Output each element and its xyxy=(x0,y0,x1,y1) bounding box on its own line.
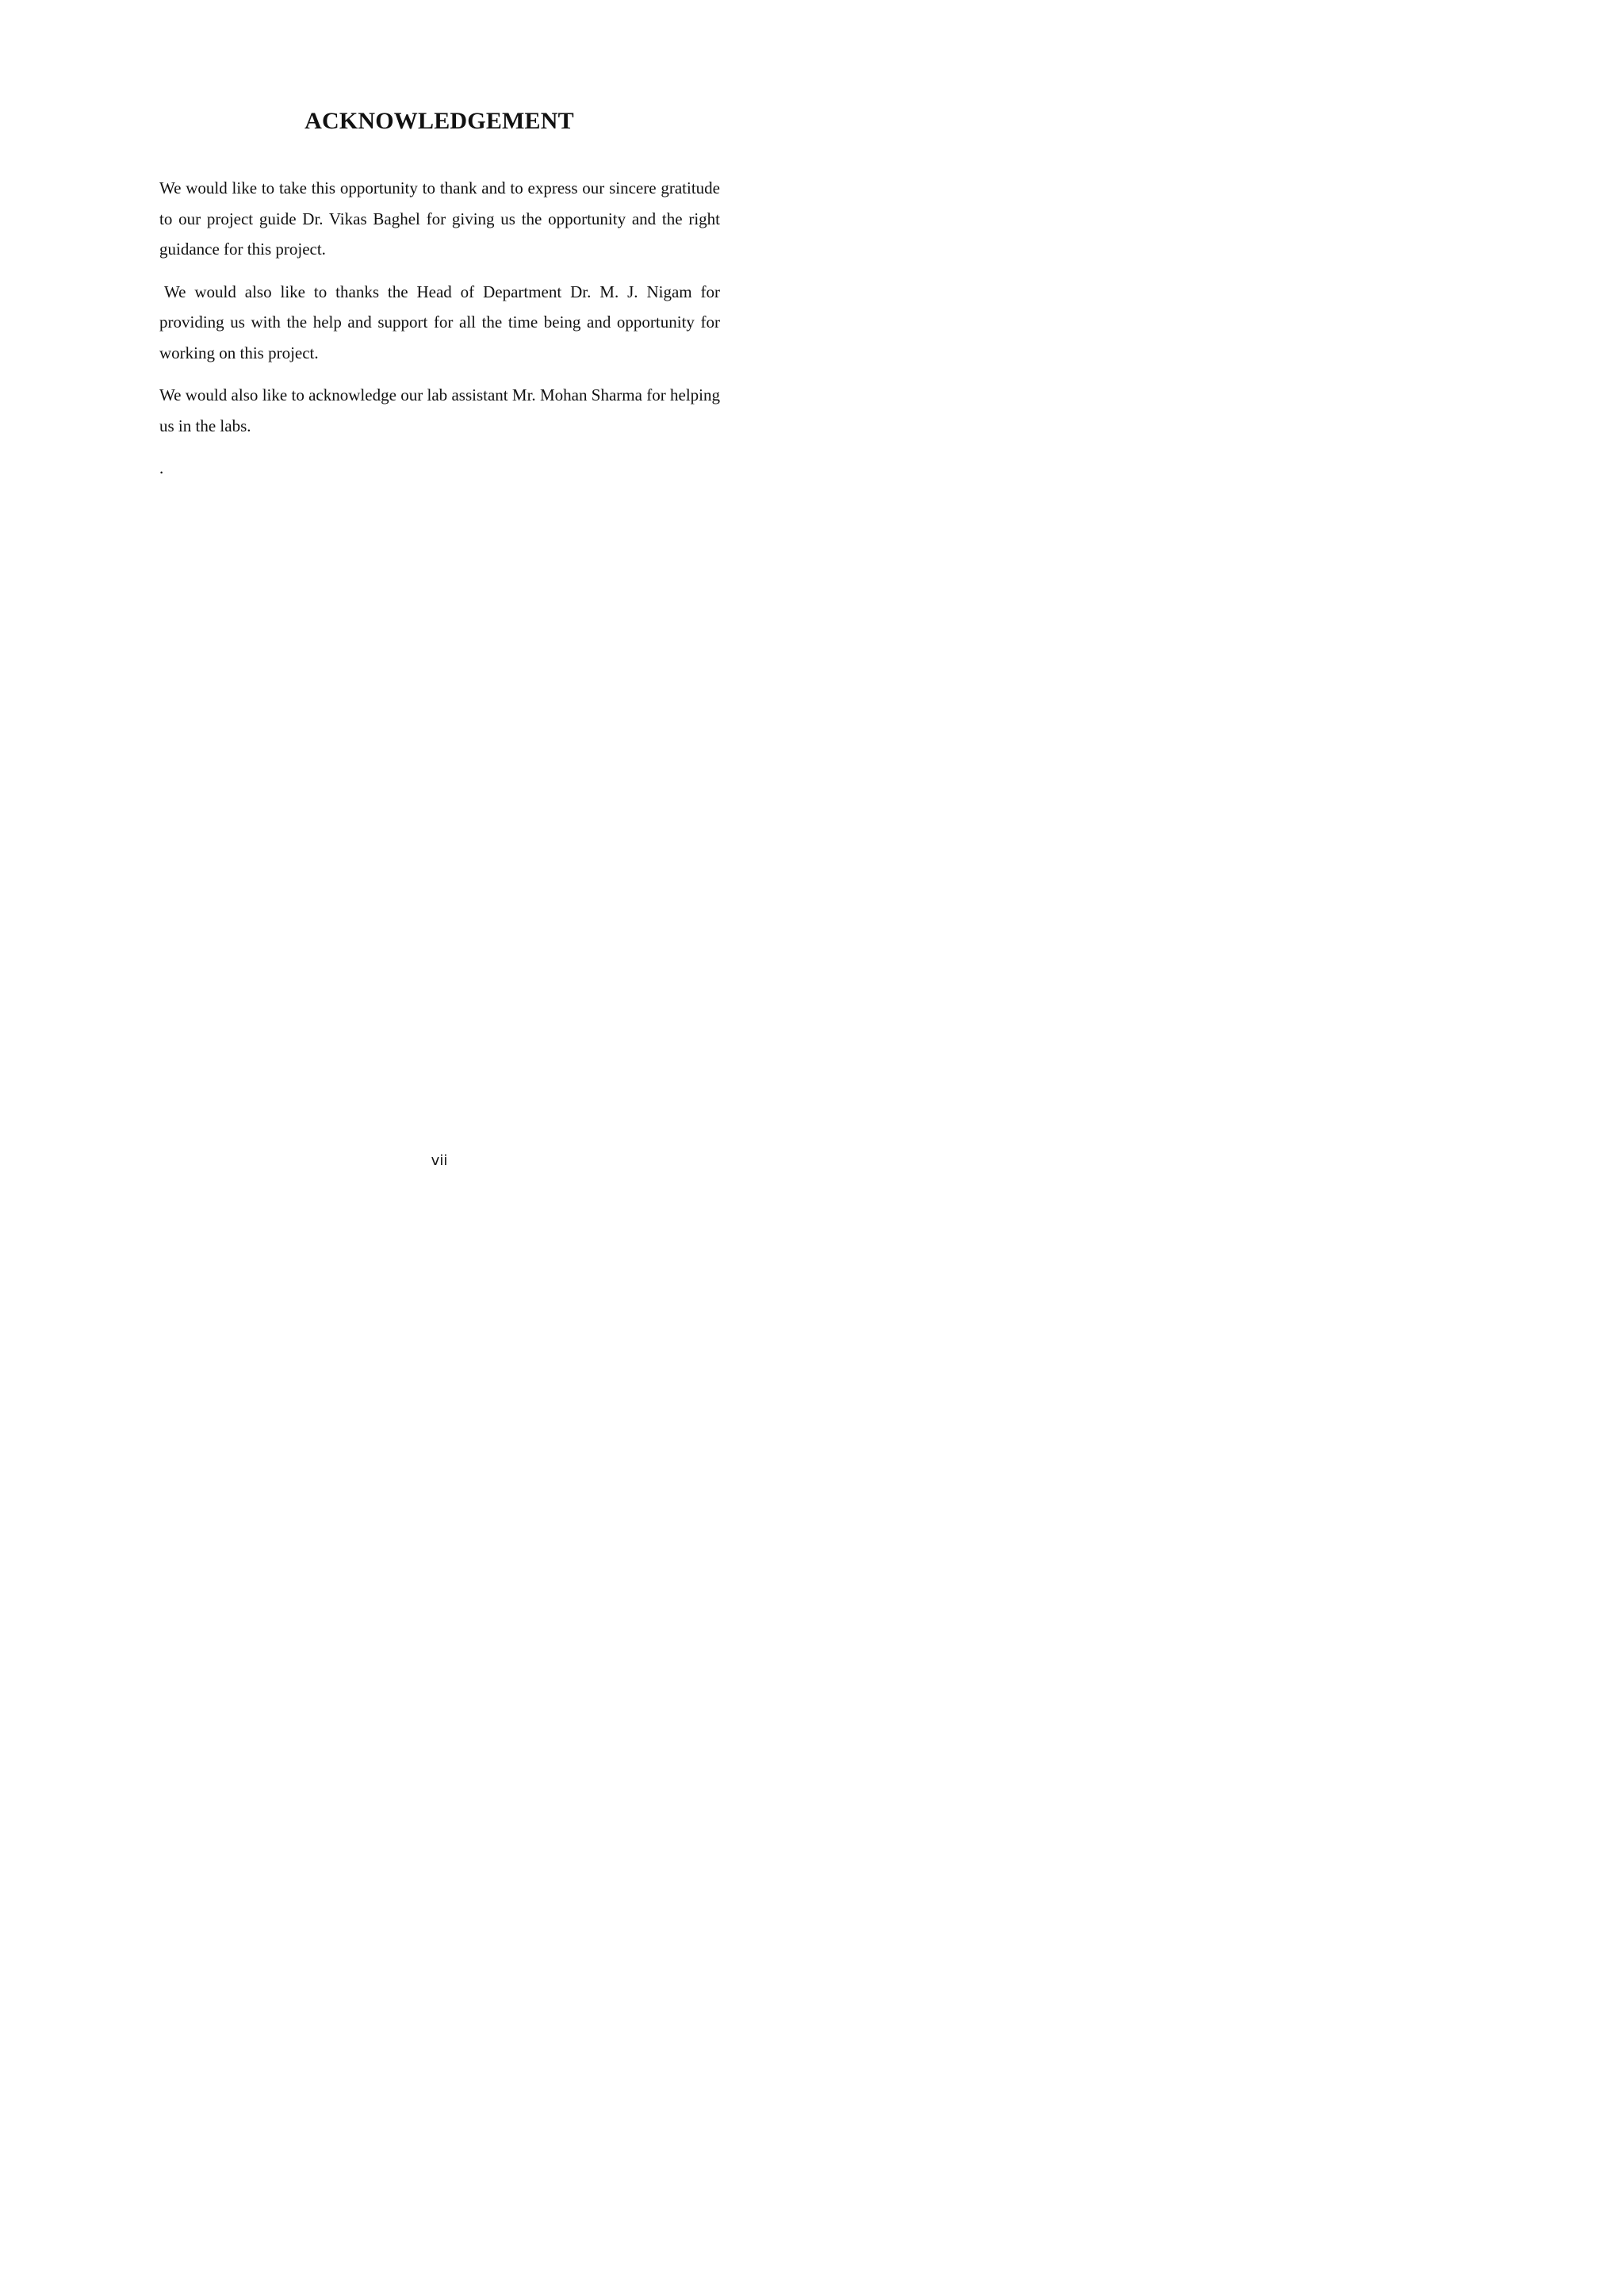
paragraph-lab-assistant-thanks: We would also like to acknowledge our lab assistant Mr. Mohan Sharma for helping us in the labs. xyxy=(159,385,720,435)
paragraph-trailing-dot: . xyxy=(159,458,164,477)
page-number: vii xyxy=(431,1152,448,1169)
document-page xyxy=(0,0,872,1233)
paragraph-guide-thanks: We would like to take this opportunity to thank and to express our sincere gratitude to our project guide Dr. Vikas Baghel for giving us the opportunity and the right guidance for this project. xyxy=(159,178,720,259)
acknowledgement-body xyxy=(159,173,720,496)
paragraph-hod-thanks: We would also like to thanks the Head of Department Dr. M. J. Nigam for providing us with the help and support for all the time being and opportunity for working on this project. xyxy=(159,282,720,362)
page-title: ACKNOWLEDGEMENT xyxy=(304,108,574,134)
